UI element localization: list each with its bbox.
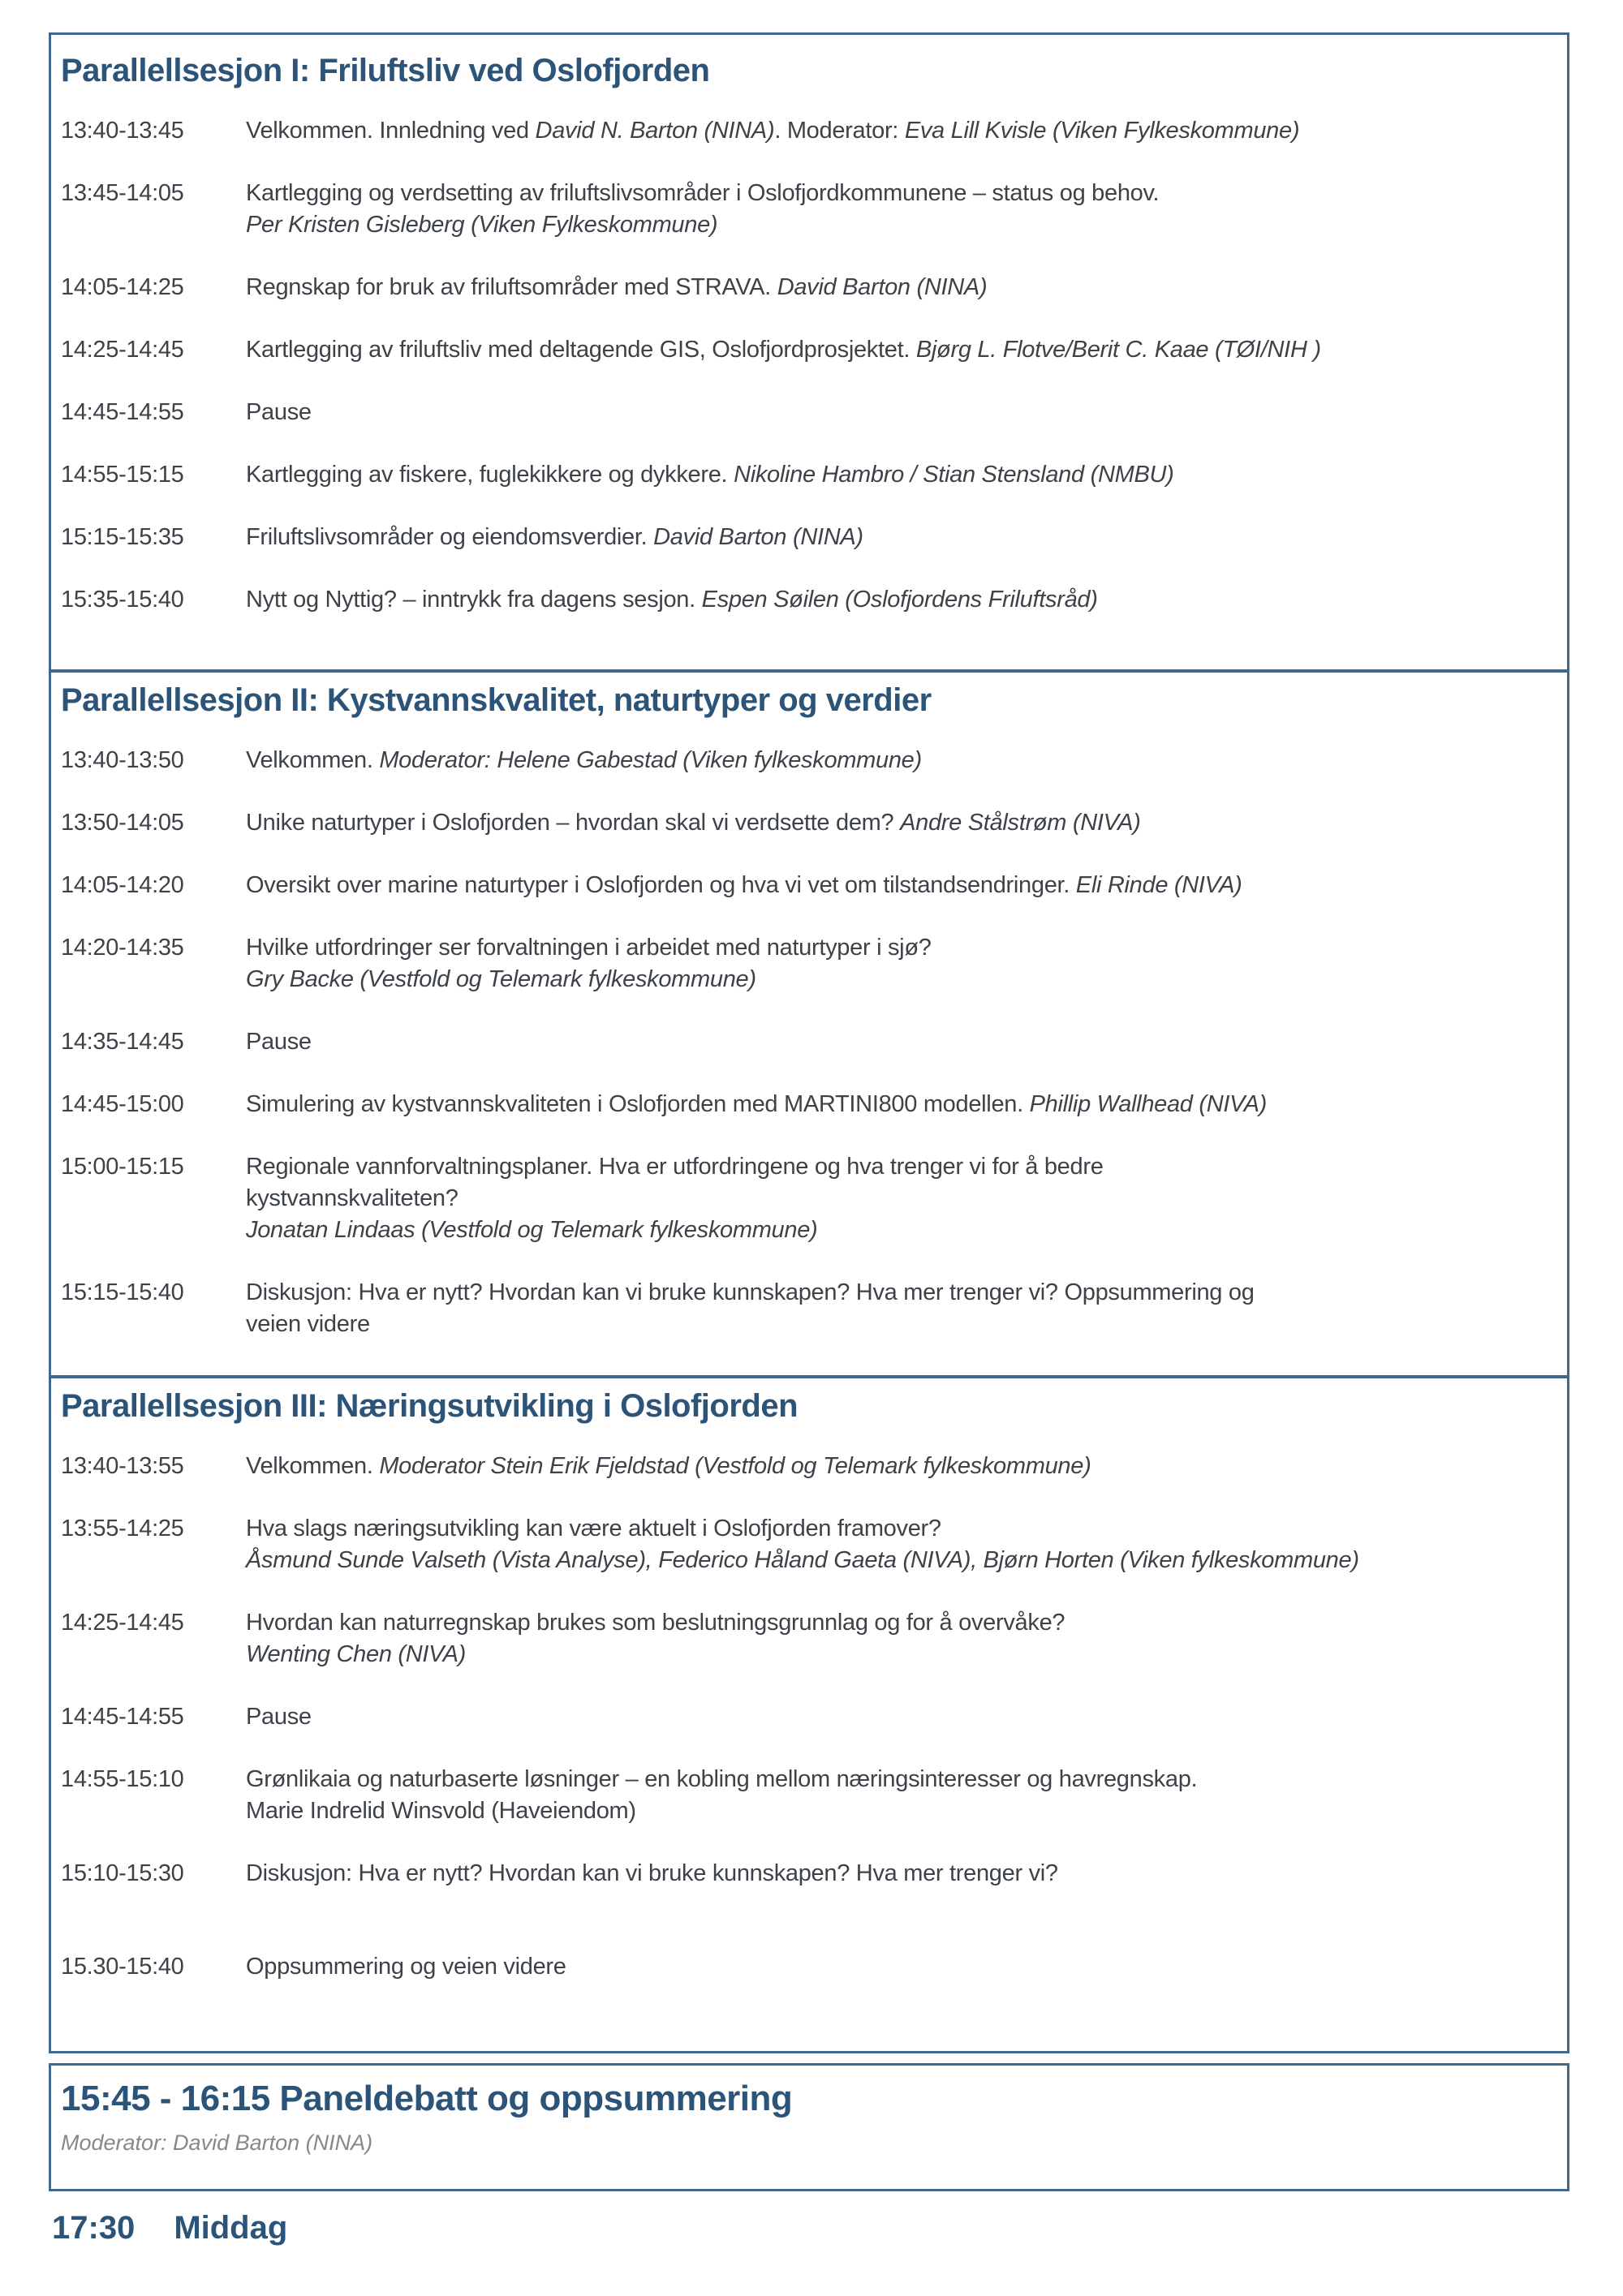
topic-text: Velkommen. Innledning ved xyxy=(246,118,536,144)
agenda-content xyxy=(246,745,922,776)
agenda-line xyxy=(246,1795,1197,1827)
session-2-box xyxy=(49,670,1569,1378)
speaker-text: Moderator Stein Erik Fjeldstad (Vestfold og Telemark fylkeskommune) xyxy=(379,1453,1091,1479)
agenda-content xyxy=(246,522,863,553)
agenda-line xyxy=(246,1451,1091,1482)
agenda-line xyxy=(246,1183,1104,1215)
agenda-time: 15:35-15:40 xyxy=(61,587,184,613)
agenda-line xyxy=(246,807,1140,839)
agenda-content xyxy=(246,807,1140,839)
agenda-time: 14:45-14:55 xyxy=(61,1704,184,1730)
agenda-line xyxy=(246,334,1321,366)
agenda-line xyxy=(246,1607,1065,1639)
topic-text: Hvilke utfordringer ser forvaltningen i arbeidet med naturtyper i sjø? xyxy=(246,935,932,961)
agenda-item xyxy=(61,1701,1567,1733)
agenda-content xyxy=(246,1277,1255,1340)
topic-text: Unike naturtyper i Oslofjorden – hvordan skal vi verdsette dem? xyxy=(246,810,901,836)
topic-text: Simulering av kystvannskvaliteten i Oslofjorden med MARTINI800 modellen. xyxy=(246,1091,1030,1117)
agenda-item xyxy=(61,932,1567,995)
agenda-time: 14:55-15:10 xyxy=(61,1766,184,1792)
speaker-text: Nikoline Hambro / Stian Stensland (NMBU) xyxy=(734,462,1174,488)
agenda-list xyxy=(61,115,1567,616)
speaker-text: Andre Stålstrøm (NIVA) xyxy=(900,810,1141,836)
agenda-time: 14:45-15:00 xyxy=(61,1091,184,1117)
topic-text: Regionale vannforvaltningsplaner. Hva er utfordringene og hva trenger vi for å bedre xyxy=(246,1154,1104,1180)
topic-text: Friluftslivsområder og eiendomsverdier. xyxy=(246,524,654,550)
agenda-line xyxy=(246,1951,566,1983)
agenda-time: 14:35-14:45 xyxy=(61,1029,184,1055)
speaker-text: Bjørg L. Flotve/Berit C. Kaae (TØI/NIH ) xyxy=(915,337,1321,363)
topic-text: Kartlegging og verdsetting av friluftslivsområder i Oslofjordkommunene – status og behov. xyxy=(246,180,1160,206)
agenda-line xyxy=(246,1151,1104,1183)
agenda-item xyxy=(61,1607,1567,1670)
speaker-text: Moderator: Helene Gabestad (Viken fylkeskommune) xyxy=(379,747,922,773)
agenda-time: 14:25-14:45 xyxy=(61,1610,184,1636)
agenda-time: 13:40-13:50 xyxy=(61,747,184,773)
agenda-list xyxy=(61,745,1567,1340)
agenda-line xyxy=(246,178,1159,209)
agenda-line xyxy=(246,1513,1359,1545)
agenda-item xyxy=(61,1951,1567,1983)
topic-text: Pause xyxy=(246,1704,312,1730)
topic-text: kystvannskvaliteten? xyxy=(246,1185,458,1211)
topic-text: Velkommen. xyxy=(246,1453,380,1479)
agenda-line xyxy=(246,1858,1058,1890)
agenda-item xyxy=(61,397,1567,428)
dinner-label: Middag xyxy=(174,2210,288,2246)
speaker-text: Eli Rinde (NIVA) xyxy=(1075,872,1242,898)
agenda-time: 15.30-15:40 xyxy=(61,1954,184,1980)
topic-text: Nytt og Nyttig? – inntrykk fra dagens sesjon. xyxy=(246,587,702,613)
agenda-time: 13:45-14:05 xyxy=(61,180,184,206)
topic-text: Kartlegging av fiskere, fuglekikkere og dykkere. xyxy=(246,462,734,488)
agenda-item xyxy=(61,272,1567,303)
agenda-item xyxy=(61,522,1567,553)
agenda-line xyxy=(246,459,1174,491)
agenda-item xyxy=(61,745,1567,776)
agenda-item xyxy=(61,1026,1567,1058)
agenda-time: 14:45-14:55 xyxy=(61,399,184,425)
agenda-list xyxy=(61,1451,1567,1983)
panel-moderator: Moderator: David Barton (NINA) xyxy=(61,2130,373,2155)
agenda-item xyxy=(61,870,1567,901)
agenda-time: 14:55-15:15 xyxy=(61,462,184,488)
speaker-text: David Barton (NINA) xyxy=(653,524,863,550)
agenda-content xyxy=(246,1513,1359,1576)
agenda-line xyxy=(246,397,312,428)
dinner-time: 17:30 xyxy=(52,2210,136,2246)
agenda-line xyxy=(246,209,1159,241)
topic-text: Diskusjon: Hva er nytt? Hvordan kan vi bruke kunnskapen? Hva mer trenger vi? xyxy=(246,1860,1058,1886)
agenda-item xyxy=(61,807,1567,839)
agenda-item xyxy=(61,334,1567,366)
dinner-line xyxy=(52,2210,287,2247)
agenda-time: 15:15-15:35 xyxy=(61,524,184,550)
agenda-content xyxy=(246,1701,312,1733)
agenda-item xyxy=(61,1513,1567,1576)
agenda-item xyxy=(61,1764,1567,1827)
speaker-text: Per Kristen Gisleberg (Viken Fylkeskommune) xyxy=(246,212,718,238)
agenda-line xyxy=(246,1089,1267,1120)
topic-text: Grønlikaia og naturbaserte løsninger – en kobling mellom næringsinteresser og havregnskap. xyxy=(246,1766,1198,1792)
panel-title: 15:45 - 16:15 Paneldebatt og oppsummering xyxy=(61,2079,793,2118)
topic-text: Diskusjon: Hva er nytt? Hvordan kan vi bruke kunnskapen? Hva mer trenger vi? Oppsummering og xyxy=(246,1279,1255,1305)
agenda-content xyxy=(246,1451,1091,1482)
agenda-line xyxy=(246,522,863,553)
agenda-line xyxy=(246,870,1242,901)
agenda-item xyxy=(61,1858,1567,1890)
agenda-line xyxy=(246,932,932,964)
speaker-text: David Barton (NINA) xyxy=(777,274,988,300)
agenda-time: 14:25-14:45 xyxy=(61,337,184,363)
session-title: Parallellsesjon III: Næringsutvikling i Oslofjorden xyxy=(61,1388,799,1424)
agenda-line xyxy=(246,1764,1197,1795)
topic-text: Regnskap for bruk av friluftsområder med STRAVA. xyxy=(246,274,777,300)
session-1-box xyxy=(49,32,1569,672)
agenda-content xyxy=(246,1607,1065,1670)
speaker-text: Gry Backe (Vestfold og Telemark fylkeskommune) xyxy=(246,966,756,992)
agenda-content xyxy=(246,1858,1058,1890)
agenda-content xyxy=(246,397,312,428)
agenda-item xyxy=(61,178,1567,241)
agenda-content xyxy=(246,1089,1267,1120)
agenda-line xyxy=(246,1701,312,1733)
agenda-line xyxy=(246,1215,1104,1246)
agenda-time: 15:10-15:30 xyxy=(61,1860,184,1886)
agenda-line xyxy=(246,115,1299,147)
session-3-box xyxy=(49,1376,1569,2053)
agenda-time: 13:55-14:25 xyxy=(61,1516,184,1541)
agenda-item xyxy=(61,1151,1567,1246)
speaker-text: David N. Barton (NINA) xyxy=(535,118,775,144)
agenda-time: 14:20-14:35 xyxy=(61,935,184,961)
topic-text: Pause xyxy=(246,399,312,425)
topic-text: Hva slags næringsutvikling kan være aktuelt i Oslofjorden framover? xyxy=(246,1516,941,1541)
agenda-item xyxy=(61,1089,1567,1120)
agenda-line xyxy=(246,964,932,995)
agenda-line xyxy=(246,584,1098,616)
speaker-text: Eva Lill Kvisle (Viken Fylkeskommune) xyxy=(904,118,1300,144)
agenda-content xyxy=(246,1764,1197,1827)
session-title: Parallellsesjon I: Friluftsliv ved Oslofjorden xyxy=(61,53,710,88)
agenda-time: 15:15-15:40 xyxy=(61,1279,184,1305)
agenda-content xyxy=(246,1026,312,1058)
topic-text: Oversikt over marine naturtyper i Oslofjorden og hva vi vet om tilstandsendringer. xyxy=(246,872,1076,898)
topic-text: Pause xyxy=(246,1029,312,1055)
agenda-time: 13:40-13:45 xyxy=(61,118,184,144)
agenda-line xyxy=(246,745,922,776)
speaker-text: Wenting Chen (NIVA) xyxy=(246,1641,467,1667)
agenda-line xyxy=(246,1277,1255,1309)
agenda-content xyxy=(246,1151,1104,1246)
agenda-item xyxy=(61,1451,1567,1482)
agenda-line xyxy=(246,1639,1065,1670)
agenda-line xyxy=(246,272,987,303)
agenda-time: 15:00-15:15 xyxy=(61,1154,184,1180)
speaker-text: Jonatan Lindaas (Vestfold og Telemark fylkeskommune) xyxy=(246,1217,818,1243)
topic-text: Hvordan kan naturregnskap brukes som beslutningsgrunnlag og for å overvåke? xyxy=(246,1610,1065,1636)
agenda-time: 13:50-14:05 xyxy=(61,810,184,836)
topic-text: Kartlegging av friluftsliv med deltagende GIS, Oslofjordprosjektet. xyxy=(246,337,916,363)
session-title: Parallellsesjon II: Kystvannskvalitet, naturtyper og verdier xyxy=(61,682,932,718)
agenda-content xyxy=(246,272,987,303)
agenda-content xyxy=(246,870,1242,901)
agenda-item xyxy=(61,1277,1567,1340)
agenda-line xyxy=(246,1545,1359,1576)
panel-debate-box xyxy=(49,2063,1569,2191)
agenda-line xyxy=(246,1026,312,1058)
topic-text: Marie Indrelid Winsvold (Haveiendom) xyxy=(246,1798,636,1824)
agenda-content xyxy=(246,115,1299,147)
agenda-content xyxy=(246,584,1098,616)
topic-text: . Moderator: xyxy=(774,118,905,144)
topic-text: veien videre xyxy=(246,1311,370,1337)
topic-text: Velkommen. xyxy=(246,747,380,773)
speaker-text: Phillip Wallhead (NIVA) xyxy=(1029,1091,1267,1117)
agenda-content xyxy=(246,334,1321,366)
speaker-text: Espen Søilen (Oslofjordens Friluftsråd) xyxy=(701,587,1098,613)
agenda-line xyxy=(246,1309,1255,1340)
agenda-content xyxy=(246,1951,566,1983)
agenda-content xyxy=(246,178,1159,241)
agenda-time: 14:05-14:25 xyxy=(61,274,184,300)
agenda-time: 13:40-13:55 xyxy=(61,1453,184,1479)
agenda-item xyxy=(61,584,1567,616)
agenda-content xyxy=(246,932,932,995)
topic-text: Oppsummering og veien videre xyxy=(246,1954,566,1980)
agenda-time: 14:05-14:20 xyxy=(61,872,184,898)
agenda-item xyxy=(61,459,1567,491)
speaker-text: Åsmund Sunde Valseth (Vista Analyse), Federico Håland Gaeta (NIVA), Bjørn Horten (Viken fylkeskommune) xyxy=(246,1547,1359,1573)
agenda-content xyxy=(246,459,1174,491)
agenda-item xyxy=(61,115,1567,147)
